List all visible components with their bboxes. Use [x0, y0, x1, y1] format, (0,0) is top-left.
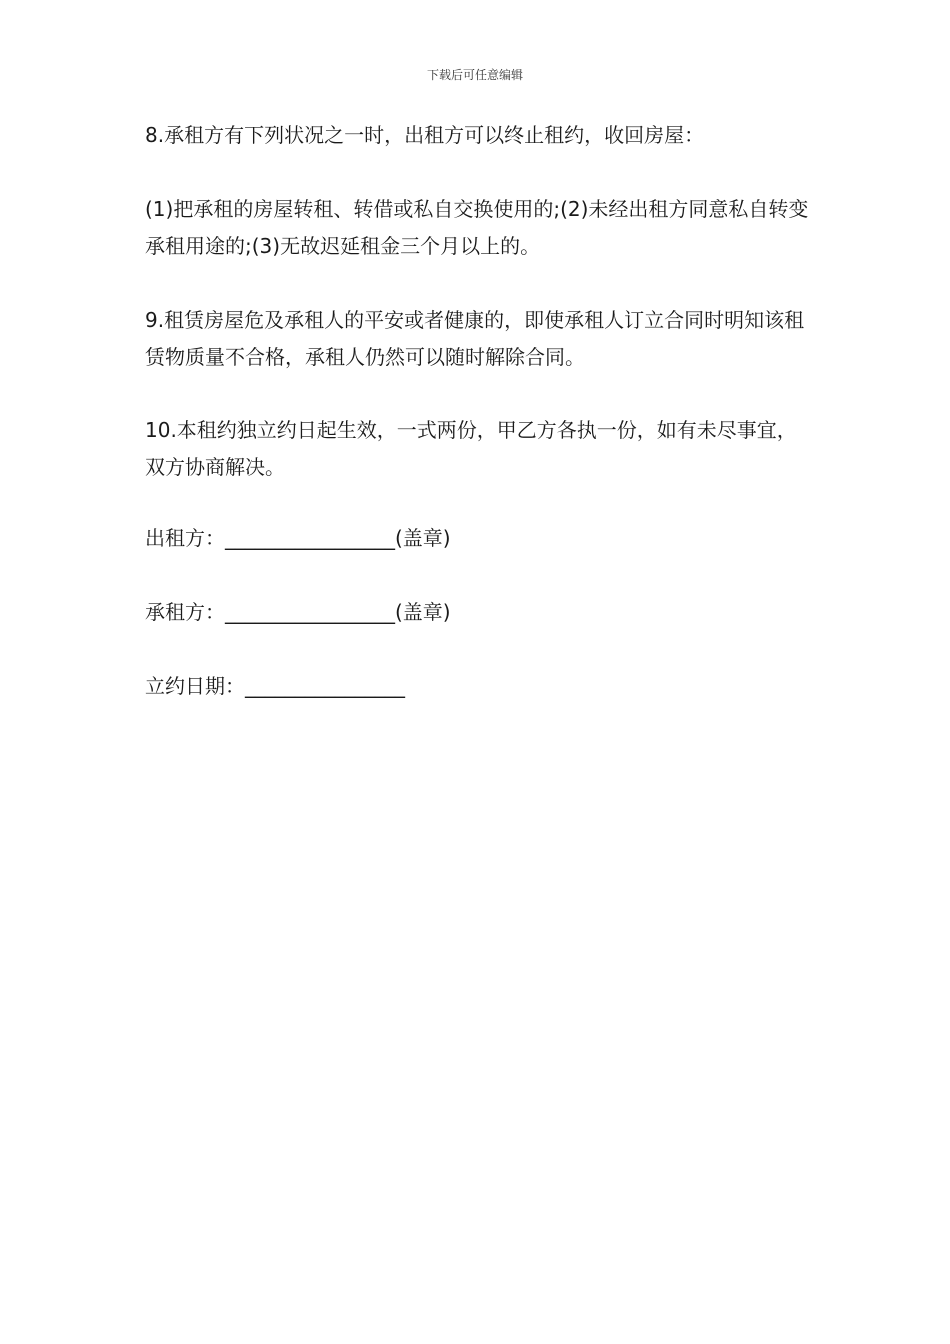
clause-8-title: 8.承租方有下列状况之一时，出租方可以终止租约，收回房屋：	[145, 123, 705, 147]
lessor-signature-line: 出租方：_________________(盖章)	[145, 526, 451, 550]
clause-9: 9.租赁房屋危及承租人的平安或者健康的，即使承租人订立合同时明知该租赁物质量不合格，承租人仍然可以随时解除合同。	[145, 308, 805, 369]
clause-10: 10.本租约独立约日起生效，一式两份，甲乙方各执一份，如有未尽事宜，双方协商解决。	[145, 418, 797, 479]
clause-8-items: (1)把承租的房屋转租、转借或私自交换使用的;(2)未经出租方同意私自转变承租用途的;(3)无故迟延租金三个月以上的。	[145, 197, 809, 258]
lessee-signature-line: 承租方：_________________(盖章)	[145, 600, 451, 624]
page-header: 下载后可任意编辑	[426, 68, 523, 82]
contract-date-line: 立约日期：________________	[145, 674, 405, 698]
